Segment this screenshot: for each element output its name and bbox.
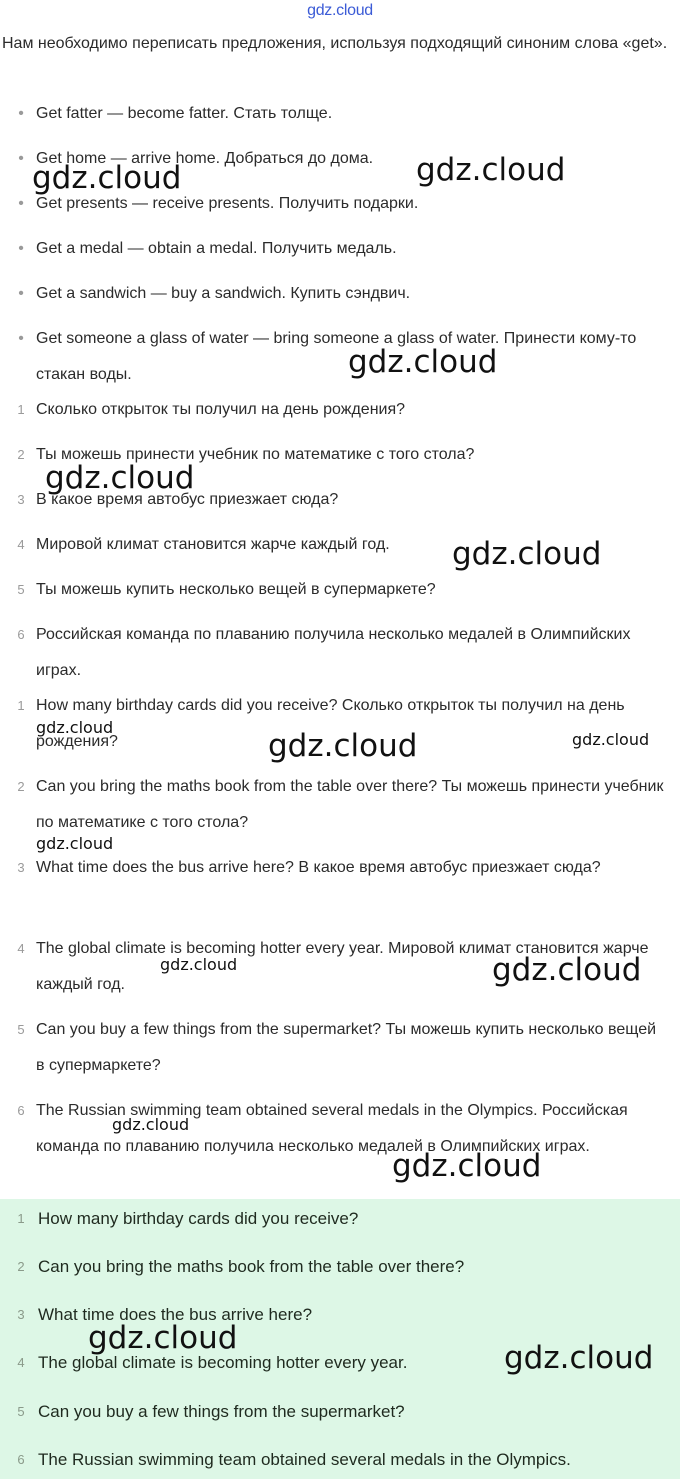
list-number: 1 [17, 1211, 25, 1226]
list-number: 3 [17, 860, 25, 875]
bullet-icon: • [18, 330, 24, 347]
synonym-item-5: Get a sandwich — buy a sandwich. Купить сэндвич. [36, 285, 411, 302]
watermark: gdz.cloud [268, 728, 418, 764]
translation-item-6: The Russian swimming team obtained several medals in the Olympics. Российская команда по плаванию получила несколько медалей в Олимпийских играх. [36, 1102, 628, 1155]
watermark: gdz.cloud [112, 1115, 190, 1134]
translation-item-2: Can you bring the maths book from the table over there? Ты можешь принести учебник по математике с того стола? [36, 778, 664, 831]
list-number: 5 [17, 1022, 25, 1037]
watermark: gdz.cloud [572, 730, 650, 749]
synonym-item-4: Get a medal — obtain a medal. Получить медаль. [36, 240, 397, 257]
header-watermark[interactable]: gdz.cloud [307, 2, 373, 19]
list-number: 2 [17, 1259, 25, 1274]
watermark: gdz.cloud [160, 955, 238, 974]
russian-question-5: Ты можешь купить несколько вещей в супермаркете? [36, 581, 436, 598]
synonym-item-3: Get presents — receive presents. Получить подарки. [36, 195, 419, 212]
list-number: 4 [17, 1355, 25, 1370]
list-number: 6 [17, 1103, 25, 1118]
russian-question-4: Мировой климат становится жарче каждый год. [36, 536, 390, 553]
answer-item-6: The Russian swimming team obtained several medals in the Olympics. [38, 1450, 571, 1469]
list-number: 5 [17, 582, 25, 597]
answer-item-2: Can you bring the maths book from the table over there? [38, 1257, 465, 1276]
answer-item-5: Can you buy a few things from the supermarket? [38, 1402, 405, 1421]
list-number: 2 [17, 447, 25, 462]
list-number: 2 [17, 779, 25, 794]
list-number: 1 [17, 698, 25, 713]
list-number: 4 [17, 537, 25, 552]
russian-question-2: Ты можешь принести учебник по математике с того стола? [36, 446, 475, 463]
answer-item-1: How many birthday cards did you receive? [38, 1209, 359, 1228]
list-number: 5 [17, 1404, 25, 1419]
answer-item-4: The global climate is becoming hotter every year. [38, 1353, 408, 1372]
intro-text: Нам необходимо переписать предложения, используя подходящий синоним слова «get». [2, 35, 668, 52]
translation-item-5: Can you buy a few things from the supermarket? Ты можешь купить несколько вещей в супермаркете? [36, 1021, 657, 1074]
list-number: 6 [17, 627, 25, 642]
bullet-icon: • [18, 150, 24, 167]
watermark: gdz.cloud [416, 152, 566, 188]
bullet-icon: • [18, 195, 24, 212]
watermark: gdz.cloud [492, 952, 642, 988]
translation-item-3: What time does the bus arrive here? В какое время автобус приезжает сюда? [36, 859, 601, 876]
list-number: 3 [17, 1307, 25, 1322]
list-number: 6 [17, 1452, 25, 1467]
watermark: gdz.cloud [392, 1148, 542, 1184]
bullet-icon: • [18, 285, 24, 302]
russian-question-3: В какое время автобус приезжает сюда? [36, 491, 339, 508]
watermark: gdz.cloud [45, 460, 195, 496]
list-number: 1 [17, 402, 25, 417]
translation-item-1: How many birthday cards did you receive? Сколько открыток ты получил на день рождения? [36, 697, 625, 750]
russian-question-6: Российская команда по плаванию получила несколько медалей в Олимпийских играх. [36, 626, 631, 679]
watermark: gdz.cloud [504, 1340, 654, 1376]
bullet-icon: • [18, 240, 24, 257]
answers-panel [0, 1199, 680, 1479]
synonym-item-2: Get home — arrive home. Добраться до дома. [36, 150, 374, 167]
watermark: gdz.cloud [36, 718, 114, 737]
watermark: gdz.cloud [36, 834, 114, 853]
watermark: gdz.cloud [452, 536, 602, 572]
watermark: gdz.cloud [32, 160, 182, 196]
answer-item-3: What time does the bus arrive here? [38, 1305, 313, 1324]
russian-question-1: Сколько открыток ты получил на день рождения? [36, 401, 406, 418]
synonym-item-1: Get fatter — become fatter. Стать толще. [36, 105, 333, 122]
watermark: gdz.cloud [348, 344, 498, 380]
synonym-item-6: Get someone a glass of water — bring someone a glass of water. Принести кому-то стакан воды. [36, 330, 637, 383]
watermark: gdz.cloud [88, 1320, 238, 1356]
bullet-icon: • [18, 105, 24, 122]
translation-item-4: The global climate is becoming hotter every year. Мировой климат становится жарче каждый год. [36, 940, 649, 993]
list-number: 3 [17, 492, 25, 507]
list-number: 4 [17, 941, 25, 956]
